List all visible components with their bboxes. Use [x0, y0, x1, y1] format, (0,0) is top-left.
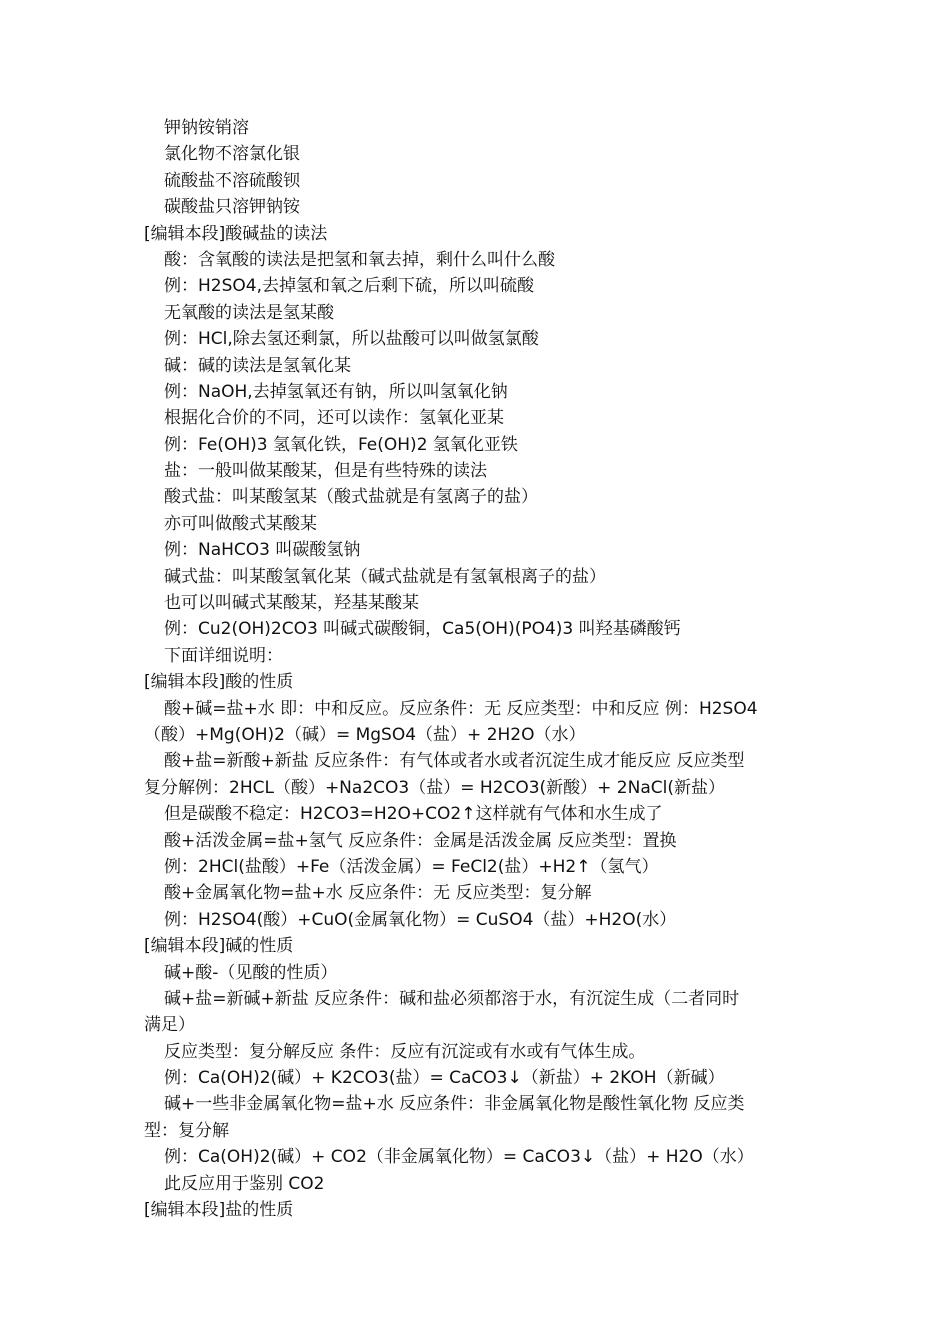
text-line: 但是碳酸不稳定：H2CO3=H2O+CO2↑这样就有气体和水生成了	[164, 804, 663, 825]
text-line: 酸：含氧酸的读法是把氢和氧去掉，剩什么叫什么酸	[164, 249, 555, 270]
text-line: 例：Ca(OH)2(碱）+ K2CO3(盐）= CaCO3↓（新盐）+ 2KOH（新碱）	[164, 1068, 725, 1089]
text-line: 碱+盐=新碱+新盐 反应条件：碱和盐必须都溶于水，有沉淀生成（二者同时	[164, 988, 740, 1009]
text-line: 反应类型：复分解反应 条件：反应有沉淀或有水或有气体生成。	[164, 1041, 646, 1062]
text-line: 例：NaHCO3 叫碳酸氢钠	[164, 540, 361, 561]
text-line: 满足）	[144, 1015, 195, 1036]
text-line: 碱式盐：叫某酸氢氧化某（碱式盐就是有氢氧根离子的盐）	[164, 566, 606, 587]
text-line: 此反应用于鉴别 CO2	[164, 1173, 325, 1194]
text-line: 酸+盐=新酸+新盐 反应条件：有气体或者水或者沉淀生成才能反应 反应类型	[164, 751, 745, 772]
section-heading: [编辑本段]盐的性质	[144, 1200, 294, 1221]
text-line: 例：H2SO4(酸）+CuO(金属氧化物）= CuSO4（盐）+H2O(水）	[164, 909, 677, 930]
section-heading: [编辑本段]碱的性质	[144, 936, 294, 957]
text-line: 也可以叫碱式某酸某，羟基某酸某	[164, 593, 419, 614]
text-line: 硫酸盐不溶硫酸钡	[164, 170, 300, 191]
text-line: 下面详细说明：	[164, 645, 283, 666]
section-heading: [编辑本段]酸碱盐的读法	[144, 223, 328, 244]
text-line: 氯化物不溶氯化银	[164, 144, 300, 165]
text-line: 例：2HCl(盐酸）+Fe（活泼金属）= FeCl2(盐）+H2↑（氢气）	[164, 856, 659, 877]
text-line: 碳酸盐只溶钾钠铵	[164, 197, 300, 218]
text-line: 例：HCl,除去氢还剩氯，所以盐酸可以叫做氢氯酸	[164, 329, 539, 350]
text-line: 复分解例：2HCL（酸）+Na2CO3（盐）= H2CO3(新酸）+ 2NaCl(新盐）	[144, 777, 725, 798]
text-line: 碱+一些非金属氧化物=盐+水 反应条件：非金属氧化物是酸性氧化物 反应类	[164, 1094, 745, 1115]
text-line: 根据化合价的不同，还可以读作：氢氧化亚某	[164, 408, 504, 429]
section-heading: [编辑本段]酸的性质	[144, 672, 294, 693]
text-line: 钾钠铵销溶	[164, 118, 249, 138]
text-line: 例：NaOH,去掉氢氧还有钠，所以叫氢氧化钠	[164, 381, 508, 402]
text-line: 盐：一般叫做某酸某，但是有些特殊的读法	[164, 461, 487, 482]
text-line: 碱+酸-（见酸的性质）	[164, 962, 338, 983]
text-line: 酸+碱=盐+水 即：中和反应。反应条件：无 反应类型：中和反应 例：H2SO4	[164, 698, 758, 719]
text-line: 酸式盐：叫某酸氢某（酸式盐就是有氢离子的盐）	[164, 487, 538, 508]
text-line: 例：Fe(OH)3 氢氧化铁，Fe(OH)2 氢氧化亚铁	[164, 434, 518, 455]
text-line: 例：Ca(OH)2(碱）+ CO2（非金属氧化物）= CaCO3↓（盐）+ H2O（水）	[164, 1147, 754, 1168]
text-line: 无氧酸的读法是氢某酸	[164, 302, 334, 323]
text-line: 酸+活泼金属=盐+氢气 反应条件：金属是活泼金属 反应类型：置换	[164, 830, 677, 851]
text-line: 例：Cu2(OH)2CO3 叫碱式碳酸铜，Ca5(OH)(PO4)3 叫羟基磷酸钙	[164, 619, 681, 640]
text-line: 型：复分解	[144, 1120, 229, 1141]
text-line: 亦可叫做酸式某酸某	[164, 513, 317, 534]
document-body	[144, 115, 814, 1223]
text-line: 碱：碱的读法是氢氧化某	[164, 355, 351, 376]
text-line: 例：H2SO4,去掉氢和氧之后剩下硫，所以叫硫酸	[164, 276, 534, 297]
text-line: 酸+金属氧化物=盐+水 反应条件：无 反应类型：复分解	[164, 883, 592, 904]
text-line: （酸）+Mg(OH)2（碱）= MgSO4（盐）+ 2H2O（水）	[144, 724, 586, 745]
